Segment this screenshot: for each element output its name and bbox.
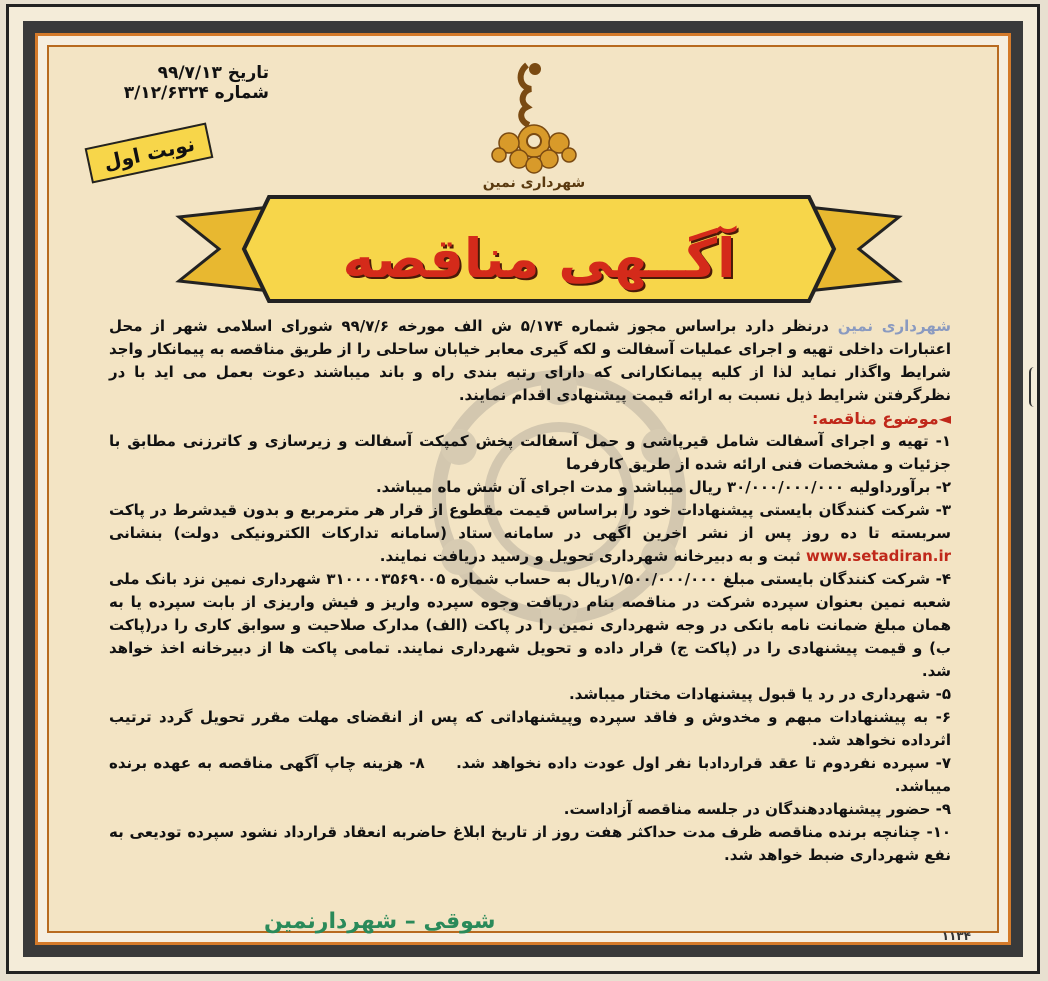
- condition-items-7-8: [109, 752, 951, 798]
- announcement-panel: [47, 45, 999, 943]
- scan-edge-mark: [1029, 367, 1039, 407]
- decorative-frame: [23, 21, 1023, 957]
- condition-item-3: [109, 499, 951, 568]
- announcement-body: [109, 315, 951, 867]
- newspaper-clipping: [6, 4, 1040, 974]
- footer-slogan: شوقی – شهردارنمین: [264, 909, 496, 934]
- subject-heading: ◄موضوع مناقصه:: [811, 409, 951, 428]
- intro-org-prefix: شهرداری نمین: [837, 317, 951, 335]
- condition-item-1: ۱- تهیه و اجرای آسفالت شامل قیرپاشی و حمل آسفالت پخش کمپکت آسفالت و زیرسازی و کاترزنی مطابق با جزئیات و مشخصات فنی ارائه شده از طریق کارفرما: [109, 432, 951, 473]
- condition-item-5: ۵- شهرداری در رد یا قبول پیشنهادات مختار میباشد.: [568, 685, 951, 703]
- date-line: تاریخ ۹۹/۷/۱۳: [157, 63, 269, 83]
- reference-info: [69, 63, 269, 103]
- intro-paragraph: [109, 315, 951, 407]
- condition-item-10: ۱۰- چنانچه برنده مناقصه ظرف مدت حداکثر هفت روز از تاریخ ابلاغ حاضربه انعقاد قرارداد نشود سپرده تودیعی به نفع شهرداری ضبط خواهد شد.: [109, 823, 951, 864]
- condition-item-3-tail: ثبت و به دبیرخانه شهرداری تحویل و رسید دریافت نمایند.: [379, 547, 801, 565]
- condition-item-8: ۸- هزینه چاپ آگهی مناقصه به عهده برنده میباشد.: [109, 754, 951, 795]
- condition-item-9: ۹- حضور پیشنهاددهندگان در جلسه مناقصه آزاداست.: [563, 800, 951, 818]
- condition-item-7: ۷- سپرده نفردوم تا عقد قراردادبا نفر اول عودت داده نخواهد شد.: [456, 754, 951, 772]
- page-number: ۱۱۳۴: [941, 929, 971, 943]
- round-badge: نوبت اول: [85, 122, 214, 183]
- condition-item-2: ۲- برآورداولیه ۳۰/۰۰۰/۰۰۰/۰۰۰ ریال میباشد و مدت اجرای آن شش ماه میباشد.: [375, 478, 951, 496]
- condition-item-4: ۴- شرکت کنندگان بایستی مبلغ ۱/۵۰۰/۰۰۰/۰۰۰ریال به حساب شماره ۳۱۰۰۰۰۳۵۶۹۰۰۵ شهرداری نمین نزد بانک ملی شعبه نمین بعنوان سپرده شرکت در مناقصه بنام دریافت وجوه سپرده واریز و فیش واریزی از بابت سپرده یا به همان مبلغ ضمانت نامه بانکی در وجه شهرداری نمین را در پاکت (الف) مدارک صلاحیت و سوابق کاری را در(پاکت ب) و قیمت پیشنهادی را در (پاکت ج) قرار داده و تحویل شهرداری نمایند. تمامی پاکت ها از دبیرخانه اخذ خواهد شد.: [109, 570, 951, 680]
- announcement-title: آگــهی مناقصه: [342, 227, 736, 290]
- number-line: شماره ۳/۱۲/۶۳۲۴: [123, 83, 269, 103]
- logo-caption: شهرداری نمین: [482, 175, 586, 191]
- intro-text: درنظر دارد براساس مجوز شماره ۵/۱۷۴ ش الف مورخه ۹۹/۷/۶ شورای اسلامی شهر از محل اعتبارات داخلی تهیه و اجرای عملیات آسفالت و لکه گیری معابر خیابان ساحلی را از طریق مناقصه به پیمانکار واجد شرایط واگذار نماید لذا از کلیه پیمانکارانی که دارای رتبه بندی راه و باند میباشند دعوت بعمل می اید با در نظرگرفتن شرایط ذیل نسبت به ارائه قیمت پیشنهادی اقدام نمایند.: [109, 317, 951, 404]
- municipality-logo: [479, 55, 589, 205]
- setadiran-link[interactable]: www.setadiran.ir: [805, 547, 951, 565]
- condition-item-3-text: ۳- شرکت کنندگان بایستی پیشنهادات خود را براساس قیمت مقطوع از قرار هر مترمربع و بدون قیدشرط در پاکت سربسته تا ده روز پس از نشر اخرین اگهی در سامانه ستاد (سامانه تدارکات الکترونیکی دولت) بنشانی: [109, 501, 951, 542]
- condition-item-6: ۶- به پیشنهادات مبهم و مخدوش و فاقد سپرده وپیشنهاداتی که پس از انقضای مهلت مقرر تحویل گردد ترتیب اثرداده نخواهد شد.: [109, 708, 951, 749]
- title-banner: [179, 197, 899, 302]
- municipality-emblem-icon: [479, 55, 589, 175]
